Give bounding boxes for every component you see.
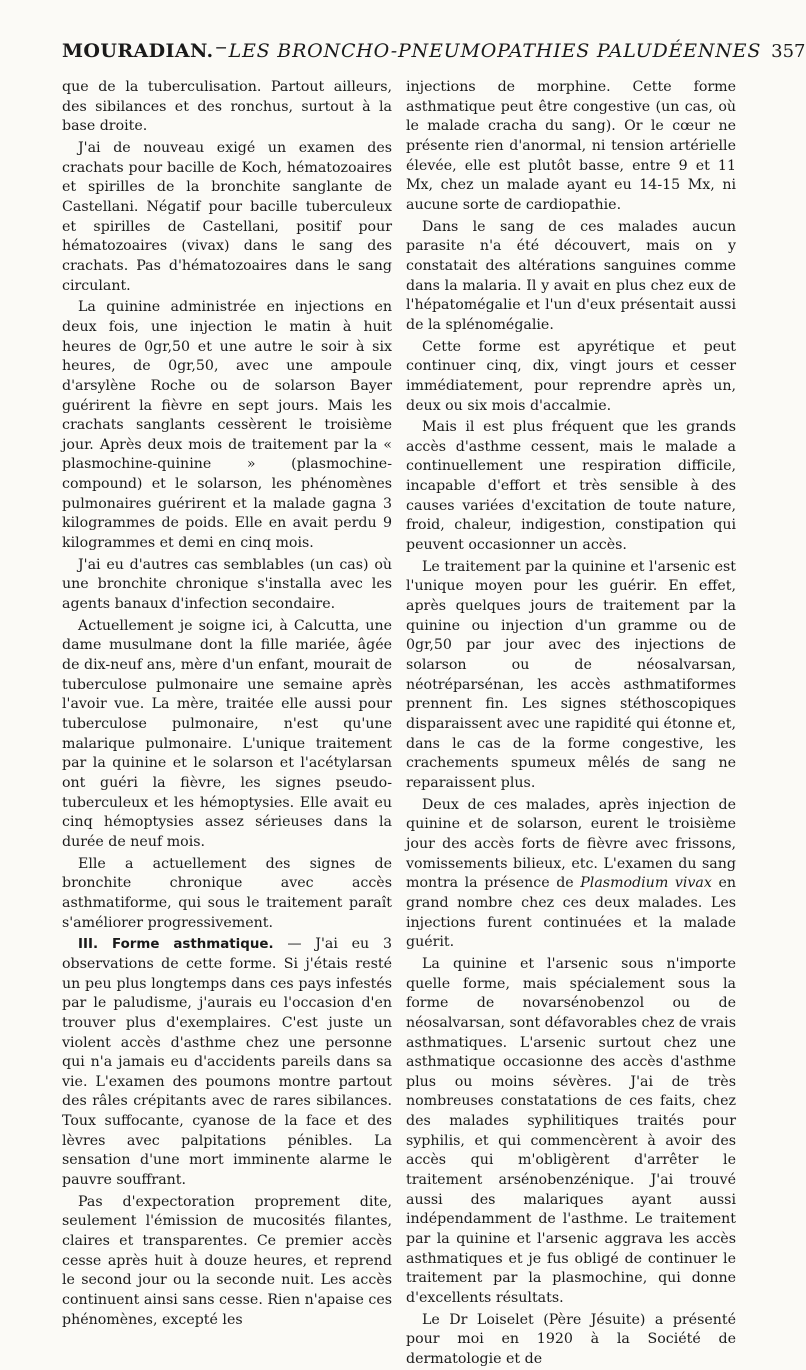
page-number: 357 [771,41,806,62]
right-column [406,78,736,1370]
paragraph-text: — J'ai eu 3 observations de cette forme. Si j'étais resté un peu plus longtemps dans ces pays infestés par le paludisme, j'aurais eu l'occasion d'en trouver plus d'exemplaires. C'est juste un violent accès d'asthme chez une personne qui n'a jamais eu d'accidents pareils dans sa vie. L'examen des poumons montre partout des râles crépitants avec de rares sibilances. Toux suffocante, cyanose de la face et des lèvres avec palpitations pénibles. La sensation d'une mort imminente alarme le pauvre souffrant. [62,936,392,1189]
header-author: MOURADIAN. [62,40,214,62]
section-heading: III. Forme asthmatique. [78,937,274,953]
paragraph: J'ai de nouveau exigé un examen des crachats pour bacille de Koch, hématozoaires et spirilles de la bronchite sanglante de Castellani. Négatif pour bacille tuberculeux et spirilles de Castellani, positif pour hématozoaires (vivax) dans le sang des crachats. Pas d'hématozoaires dans le sang circulant. [62,139,392,294]
paragraph: que de la tuberculisation. Partout ailleurs, des sibilances et des ronchus, surtout à la base droite. [62,79,392,135]
paragraph: La quinine administrée en injections en deux fois, une injection le matin à huit heures de 0gr,50 et une autre le soir à six heures, de 0gr,50, avec une ampoule d'arsylène Roche ou de solarson Bayer guérirent la fièvre en sept jours. Mais les crachats sanglants cessèrent le troisième jour. Après deux mois de traitement par la « plasmochine-quinine » (plasmochine-compound) et le solarson, les phénomènes pulmonaires guérirent et la malade gagna 3 kilogrammes de poids. Elle en avait perdu 9 kilogrammes et demi en cinq mois. [62,299,392,552]
paragraph: injections de morphine. Cette forme asthmatique peut être congestive (un cas, où le malade cracha du sang). Or le cœur ne présente rien d'anormal, ni tension artérielle élevée, elle est plutôt basse, entre 9 et 11 Mx, chez un malade ayant eu 14-15 Mx, ni aucune sorte de cardiopathie. [406,79,736,213]
paragraph: Le traitement par la quinine et l'arsenic est l'unique moyen pour les guérir. En effet, après quelques jours de traitement par la quinine ou injection d'un gramme ou de 0gr,50 par jour avec des injections de solarson ou de néosalvarsan, néotréparsénan, les accès asthmatiformes prennent fin. Les signes stéthoscopiques disparaissent avec une rapidité qui étonne et, dans le cas de la forme congestive, les crachements spumeux mêlés de sang ne reparaissent plus. [406,558,736,791]
paragraph: Dans le sang de ces malades aucun parasite n'a été découvert, mais on y constatait des altérations sanguines comme dans la malaria. Il y avait en plus chez eux de l'hépatomégalie et l'un d'eux présentait aussi de la splénomégalie. [406,218,736,333]
paragraph [62,935,392,1191]
paragraph: La quinine et l'arsenic sous n'importe quelle forme, mais spécialement sous la forme de novarsénobenzol ou de néosalvarsan, sont défavorables chez de vrais asthmatiques. L'arsenic surtout chez une asthmatique occasionne des accès d'asthme plus ou moins sévères. J'ai de très nombreuses constatations de ces faits, chez des malades syphilitiques traités pour syphilis, et qui commencèrent à avoir des accès qui m'obligèrent d'arrêter le traitement arsénobenzénique. J'ai trouvé aussi des malariques ayant aussi indépendamment de l'asthme. Le traitement par la quinine et l'arsenic aggrava les accès asthmatiques et je fus obligé de continuer le traitement par la plasmochine, qui donne d'excellents résultats. [406,955,736,1307]
paragraph [406,796,736,953]
paragraph: Elle a actuellement des signes de bronchite chronique avec accès asthmatiforme, qui sous le traitement paraît s'améliorer progressivement. [62,855,392,931]
paragraph: Actuellement je soigne ici, à Calcutta, une dame musulmane dont la fille mariée, âgée de dix-neuf ans, mère d'un enfant, mourait de tuberculose pulmonaire une semaine après l'avoir vue. La mère, traitée elle aussi pour tuberculose pulmonaire, n'est qu'une malarique pulmonaire. L'unique traitement par la quinine et le solarson et l'acétylarsan ont guéri la fièvre, les signes pseudo-tuberculeux et les hémoptysies. Elle avait eu cinq hémoptysies assez sérieuses dans la durée de neuf mois. [62,617,392,850]
left-column [62,78,392,1330]
header-mark: — [215,40,227,54]
paragraph-text: en grand nombre chez ces deux malades. Les injections furent continuées et la malade guérit. [406,875,736,951]
paragraph: Mais il est plus fréquent que les grands accès d'asthme cessent, mais le malade a continuellement une respiration difficile, incapable d'effort et très sensible à des causes variées d'excitation de toute nature, froid, chaleur, indigestion, constipation qui peuvent occasionner un accès. [406,419,736,554]
header-left [62,40,761,62]
running-header [62,40,806,74]
paragraph: J'ai eu d'autres cas semblables (un cas) où une bronchite chronique s'installa avec les agents banaux d'infection secondaire. [62,556,392,613]
paragraph: Cette forme est apyrétique et peut continuer cinq, dix, vingt jours et cesser immédiatement, pour reprendre après un, deux ou six mois d'accalmie. [406,338,736,414]
header-title: LES BRONCHO-PNEUMOPATHIES PALUDÉENNES [228,40,762,62]
species-name: Plasmodium vivax [580,875,712,892]
paragraph: Pas d'expectoration proprement dite, seulement l'émission de mucosités filantes, claires et transparentes. Ce premier accès cesse après huit à douze heures, et reprend le second jour ou la seconde nuit. Les accès continuent ainsi sans cesse. Rien n'apaise ces phénomènes, excepté les [62,1193,392,1328]
paragraph-text: Deux de ces malades, après injection de quinine et de solarson, eurent le troisième jour des accès forts de fièvre avec frissons, vomissements bilieux, etc. L'examen du sang montra la présence de [406,796,736,892]
paragraph: Le Dr Loiselet (Père Jésuite) a présenté pour moi en 1920 à la Société de dermatologie et de [406,1311,736,1367]
